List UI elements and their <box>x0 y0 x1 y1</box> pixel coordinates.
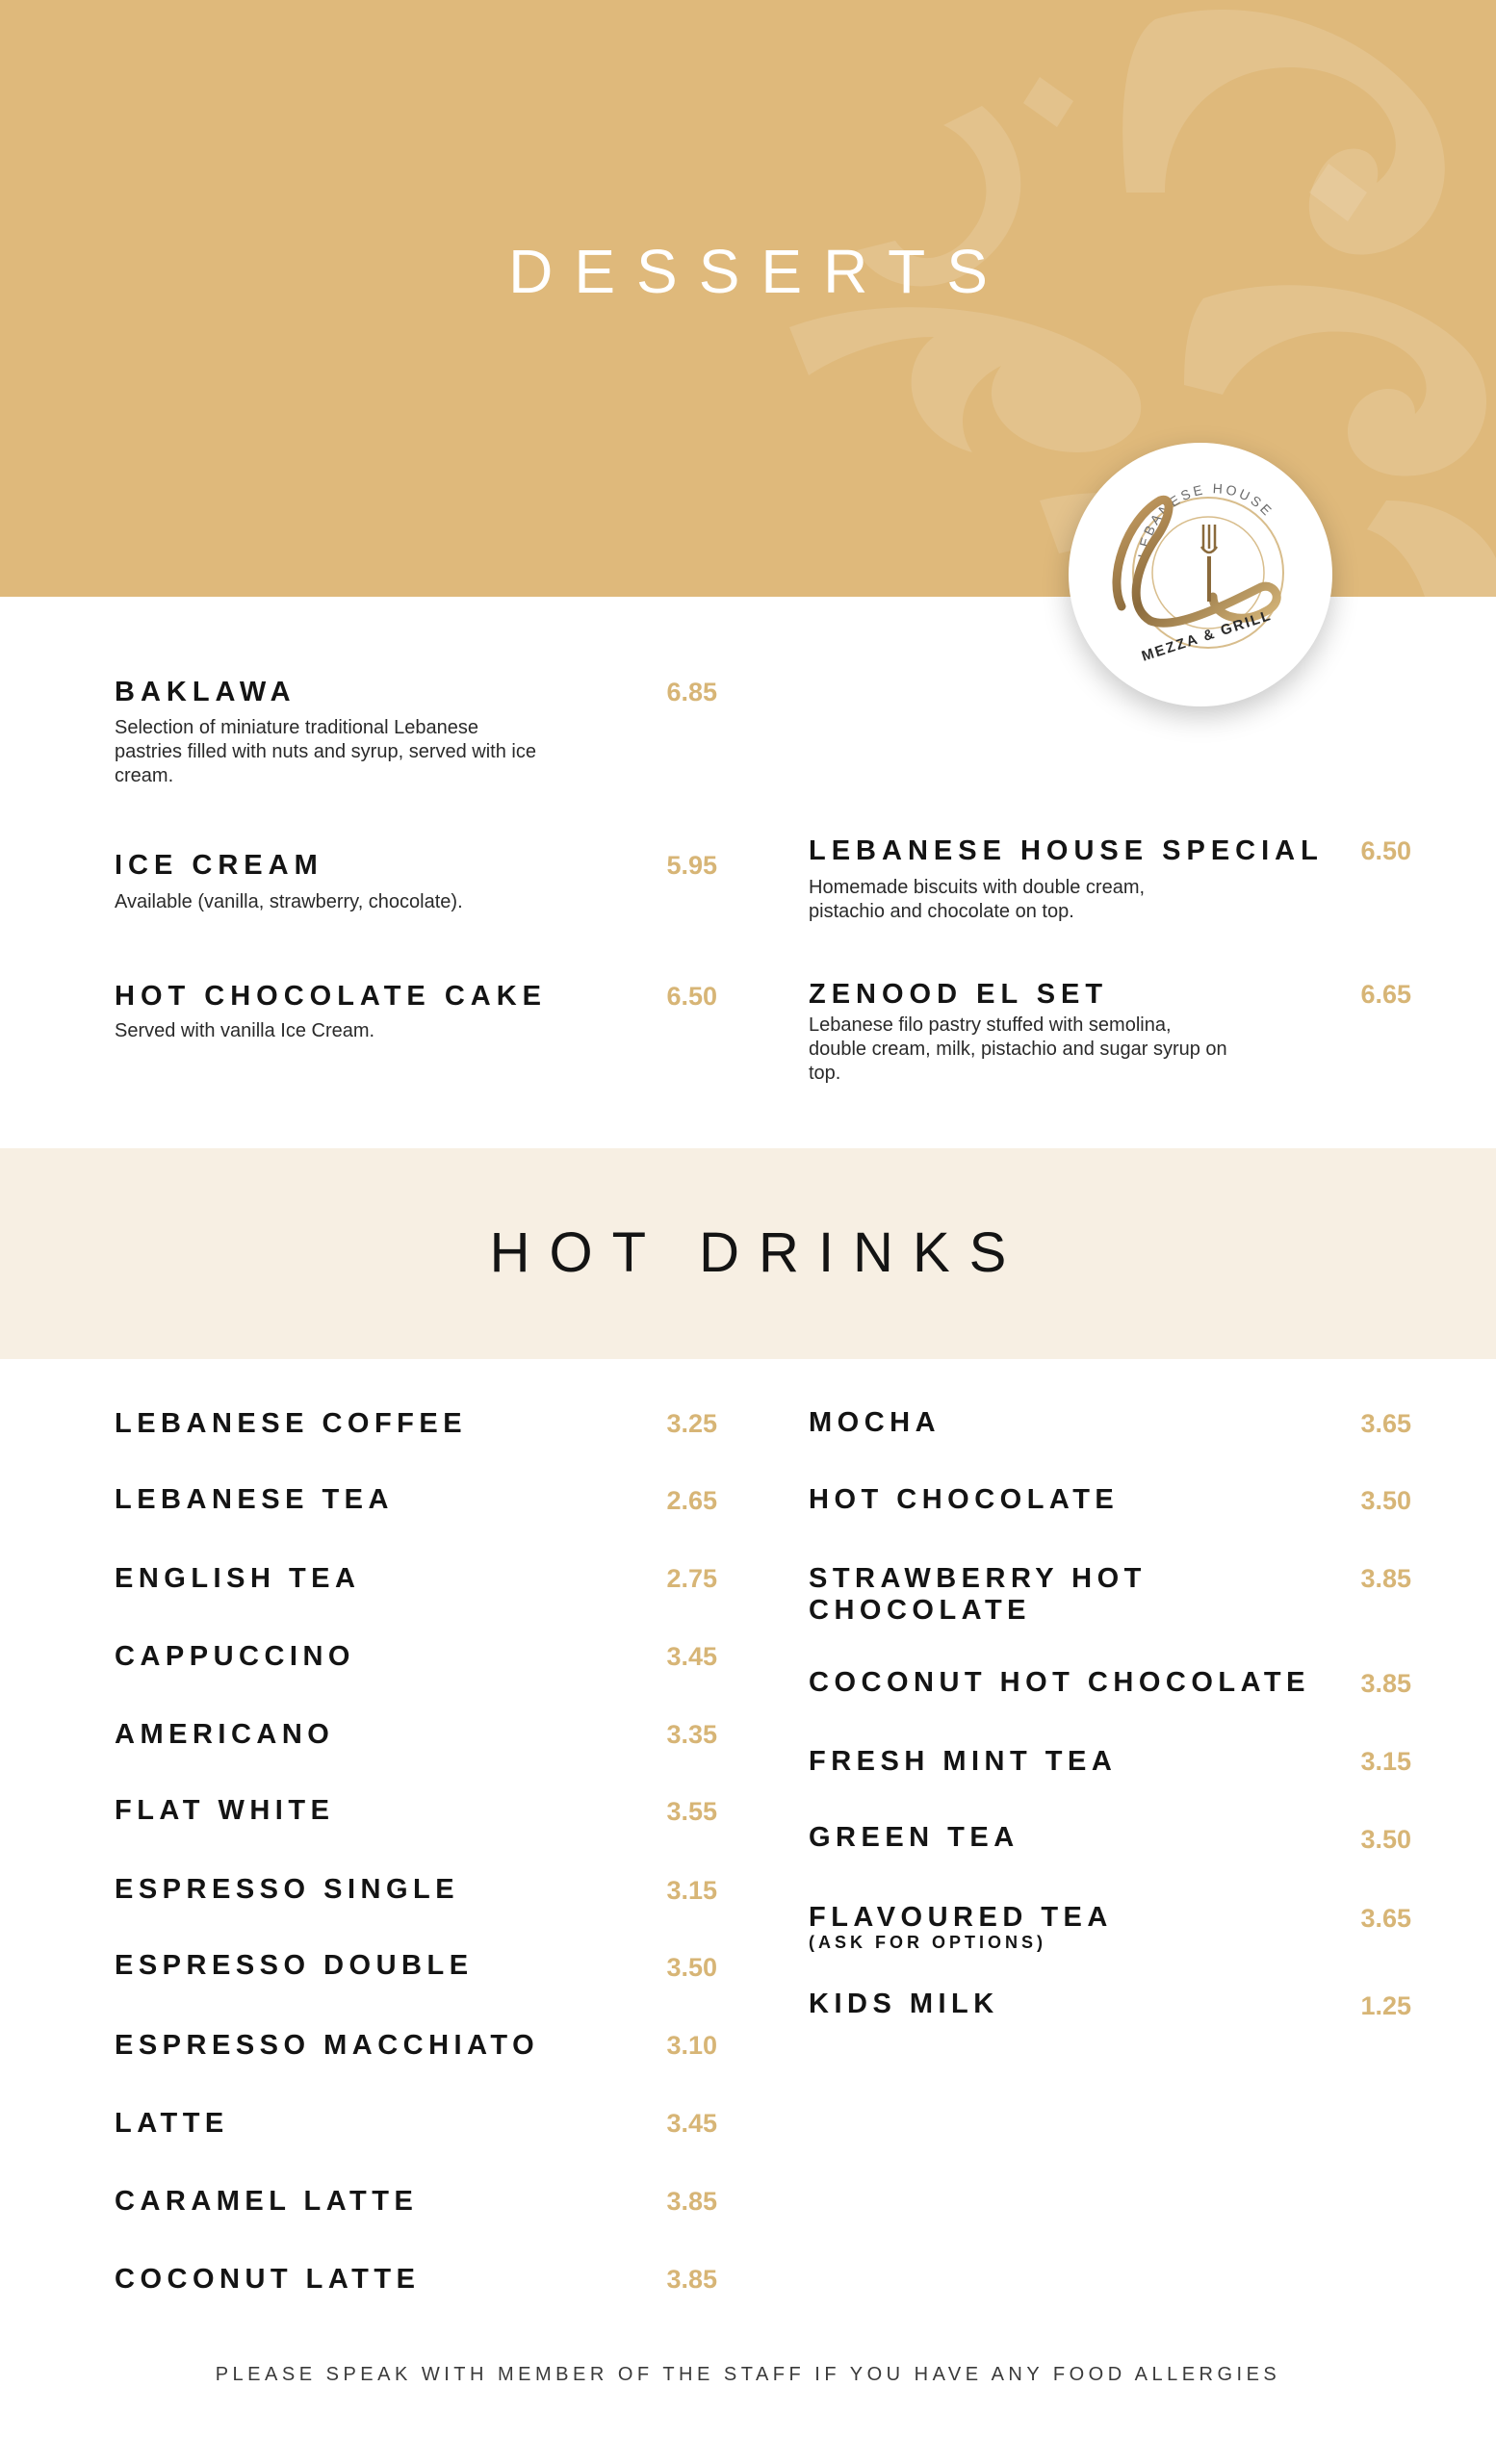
dessert-item-hot-chocolate-cake <box>115 981 717 1058</box>
dessert-price: 6.50 <box>1360 836 1411 865</box>
drink-name: CARAMEL LATTE <box>115 2186 419 2217</box>
drink-name: FLAT WHITE <box>115 1795 335 1826</box>
dessert-description: Lebanese filo pastry stuffed with semolina, double cream, milk, pistachio and sugar syrup on top. <box>809 1014 1227 1084</box>
drink-name: LEBANESE COFFEE <box>115 1408 468 1439</box>
drink-name: ESPRESSO DOUBLE <box>115 1950 474 1981</box>
dessert-item-zenood-el-set <box>809 979 1411 1094</box>
drink-price: 3.85 <box>666 2187 717 2216</box>
drink-name: ENGLISH TEA <box>115 1563 361 1594</box>
drink-price: 3.85 <box>666 2265 717 2294</box>
drink-price: 3.25 <box>666 1409 717 1438</box>
dessert-description: Selection of miniature traditional Lebanese pastries filled with nuts and syrup, served with ice cream. <box>115 717 536 786</box>
desserts-title: DESSERTS <box>508 237 1009 306</box>
drink-price: 3.45 <box>666 1642 717 1671</box>
drink-price: 3.15 <box>1360 1747 1411 1776</box>
drink-price: 3.50 <box>1360 1486 1411 1515</box>
drink-price: 3.55 <box>666 1797 717 1826</box>
dessert-description: Homemade biscuits with double cream, pistachio and chocolate on top. <box>809 877 1146 922</box>
drink-name: ESPRESSO MACCHIATO <box>115 2030 540 2061</box>
drink-price: 3.35 <box>666 1720 717 1749</box>
drink-name: STRAWBERRY HOT <box>809 1563 1147 1594</box>
dessert-description: Available (vanilla, strawberry, chocolate). <box>115 891 463 912</box>
drink-name: CAPPUCCINO <box>115 1641 355 1672</box>
allergy-notice: PLEASE SPEAK WITH MEMBER OF THE STAFF IF YOU HAVE ANY FOOD ALLERGIES <box>215 2364 1281 2385</box>
dessert-item-ice-cream <box>115 850 717 927</box>
drink-name: FLAVOURED TEA <box>809 1902 1113 1933</box>
drink-price: 3.65 <box>1360 1904 1411 1933</box>
drink-name: COCONUT LATTE <box>115 2264 421 2295</box>
hot-drinks-title: HOT DRINKS <box>489 1221 1026 1284</box>
fork-icon <box>1201 525 1217 602</box>
dessert-name: ZENOOD EL SET <box>809 979 1109 1010</box>
drink-name: ESPRESSO SINGLE <box>115 1874 460 1905</box>
dessert-item-baklawa <box>115 677 717 792</box>
drink-name: COCONUT HOT CHOCOLATE <box>809 1667 1310 1698</box>
drink-name: FRESH MINT TEA <box>809 1746 1118 1777</box>
dessert-price: 5.95 <box>666 851 717 880</box>
dessert-name: LEBANESE HOUSE SPECIAL <box>809 835 1324 866</box>
drink-price: 3.50 <box>1360 1825 1411 1854</box>
drink-price: 3.85 <box>1360 1564 1411 1593</box>
dessert-price: 6.85 <box>666 678 717 706</box>
dessert-name: ICE CREAM <box>115 850 323 881</box>
drink-price: 2.65 <box>666 1486 717 1515</box>
drink-name: LATTE <box>115 2108 229 2139</box>
drink-price: 3.45 <box>666 2109 717 2138</box>
drink-name: HOT CHOCOLATE <box>809 1484 1120 1515</box>
dessert-item-lebanese-house-special <box>809 835 1411 932</box>
drink-price: 2.75 <box>666 1564 717 1593</box>
drink-price: 3.85 <box>1360 1669 1411 1698</box>
drink-name: MOCHA <box>809 1407 941 1438</box>
logo-top-text: LEBANESE HOUSE <box>1134 480 1277 559</box>
dessert-name: BAKLAWA <box>115 677 297 707</box>
dessert-description: Served with vanilla Ice Cream. <box>115 1020 375 1041</box>
drink-name: AMERICANO <box>115 1719 335 1750</box>
dessert-name: HOT CHOCOLATE CAKE <box>115 981 548 1012</box>
dessert-price: 6.50 <box>666 982 717 1011</box>
drink-price: 3.15 <box>666 1876 717 1905</box>
drink-price: 3.65 <box>1360 1409 1411 1438</box>
drink-price: 3.50 <box>666 1953 717 1982</box>
drink-price: 1.25 <box>1360 1991 1411 2020</box>
dessert-price: 6.65 <box>1360 980 1411 1009</box>
drink-name: LEBANESE TEA <box>115 1484 394 1515</box>
drink-price: 3.10 <box>666 2031 717 2060</box>
drink-note: (ASK FOR OPTIONS) <box>809 1933 1046 1952</box>
logo-bottom-text: MEZZA & GRILL <box>1139 606 1275 665</box>
drink-name-line-2: CHOCOLATE <box>809 1595 1032 1626</box>
restaurant-logo <box>1069 443 1332 706</box>
drink-name: GREEN TEA <box>809 1822 1019 1853</box>
drink-name: KIDS MILK <box>809 1989 999 2019</box>
